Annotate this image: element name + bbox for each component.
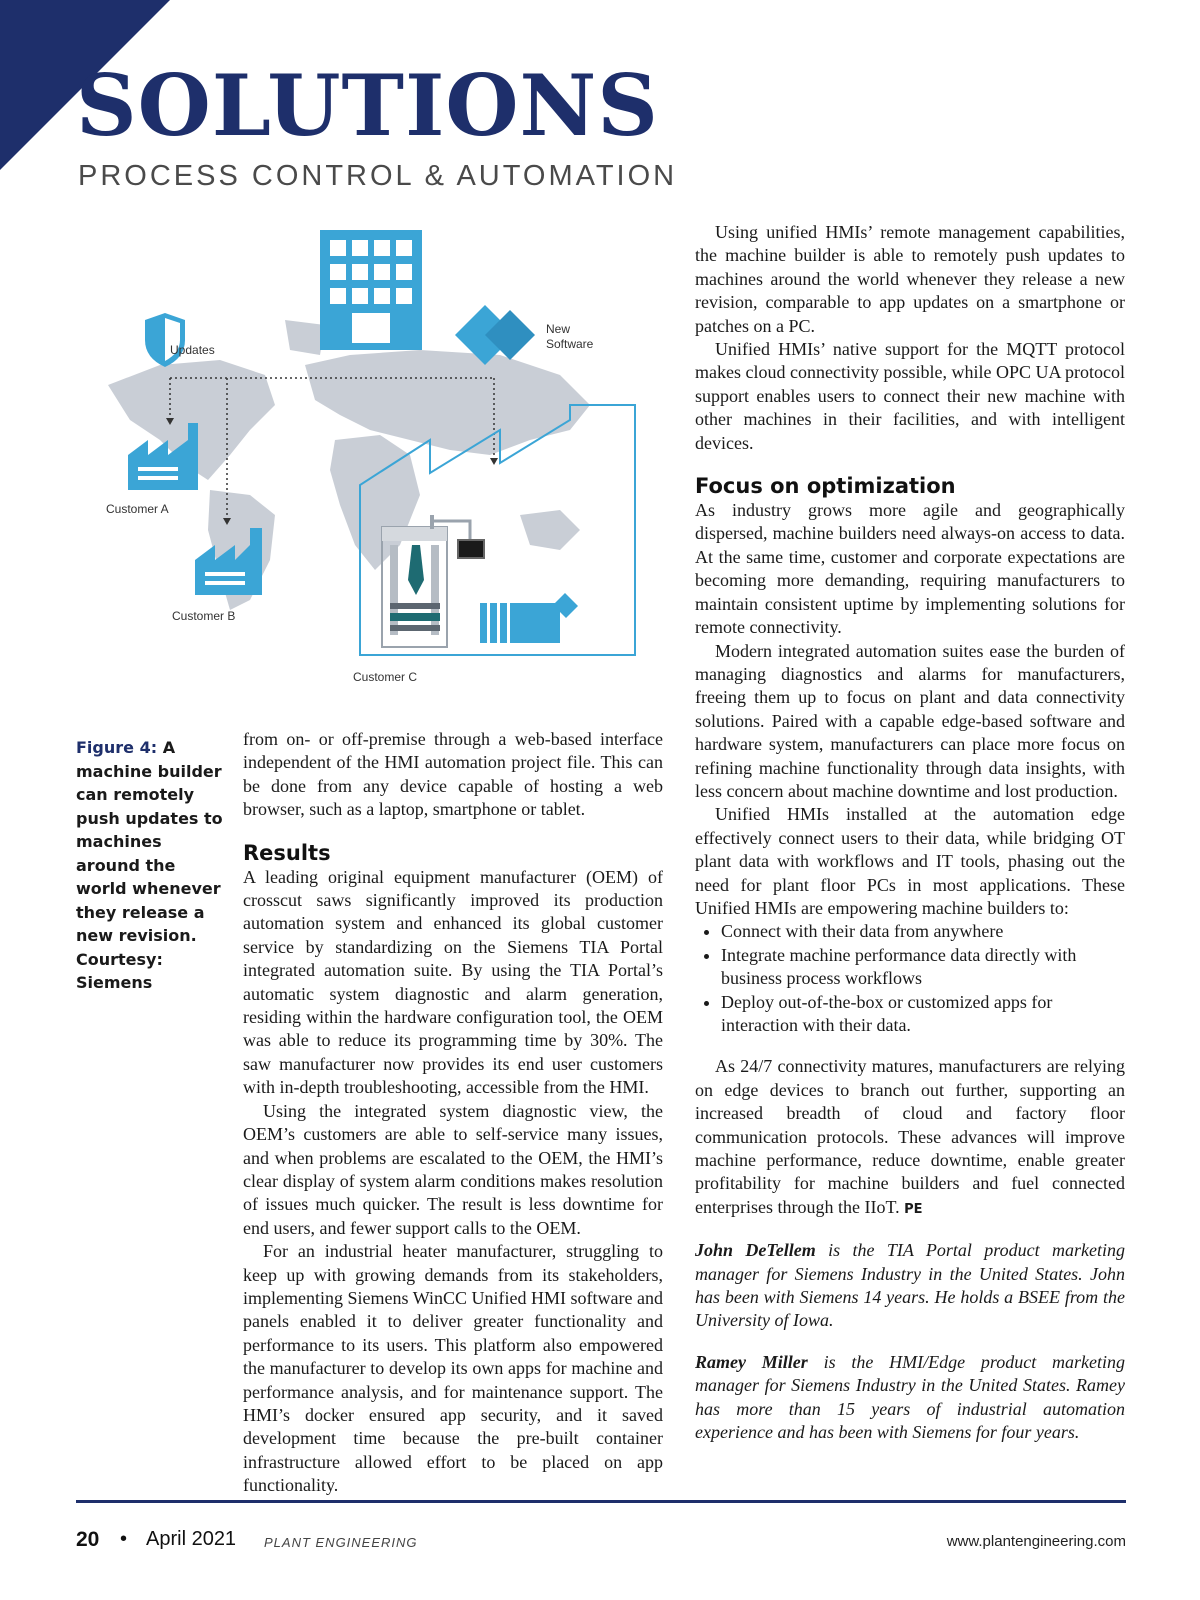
author-name-2: Ramey Miller (695, 1351, 808, 1372)
label-customer-c: Customer C (353, 670, 418, 684)
label-customer-a: Customer A (106, 502, 169, 516)
figure-caption (76, 736, 226, 995)
machine-icon (382, 515, 484, 647)
footer-bullet: • (120, 1528, 128, 1550)
column-right (695, 221, 1125, 1445)
footer-rule (76, 1500, 1126, 1503)
label-new: New (546, 322, 571, 336)
list-item: • Deploy out-of-the-box or customized apps for interaction with their data. (721, 991, 1125, 1038)
label-software: Software (546, 337, 594, 351)
mid-paragraph-3: Using the integrated system diagnostic view, the OEM’s customers are able to self-service many issues, and when problems are escalated to the OEM, the HMI’s clear display of system alarm conditions makes resolution of issues much quicker. The result is less downtime for end users, and fewer support calls to the OEM. (243, 1100, 663, 1238)
bullet-list (695, 920, 1125, 1037)
right-paragraph-1: Using unified HMIs’ remote management capabilities, the machine builder is able to remotely push updates to machines around the world whenever they release a new revision, comparable to app updates on a smartphone or patches on a PC. (695, 222, 1125, 336)
building-icon (320, 230, 422, 350)
caption-text: A machine builder can remotely push updates to machines around the world whenever they release a new revision. Courtesy: Siemens (76, 738, 223, 992)
caption-label: Figure 4: (76, 738, 158, 757)
mid-paragraph-4: For an industrial heater manufacturer, struggling to keep up with growing demands from its stakeholders, implementing Siemens WinCC Unified HMI software and panels enabled it to deliver greater functionality and performance to its users. This platform also empowered the manufacturer to develop its own apps for machine and performance analysis, and for maintenance support. The HMI’s docker ensured app security, and it saved development time because the pre-built container infrastructure allowed effort to be placed on app functionality. (243, 1241, 663, 1496)
page-number: 20 (76, 1528, 100, 1551)
author-bio-2 (695, 1351, 1125, 1445)
issue-date: April 2021 (146, 1528, 237, 1550)
magazine-name: PLANT ENGINEERING (264, 1535, 418, 1550)
right-paragraph-3: As industry grows more agile and geographically dispersed, machine builders need always-on access to data. At the same time, customer and corporate expectations are becoming more demanding, requiring manufacturers to maintain consistent uptime by implementing solutions for remote connectivity. (695, 500, 1125, 638)
author-name-1: John DeTellem (695, 1240, 816, 1261)
label-customer-b: Customer B (172, 609, 236, 623)
pe-end-mark: PE (904, 1201, 923, 1217)
section-subtitle: PROCESS CONTROL & AUTOMATION (78, 160, 678, 192)
author-text-2: is the HMI/Edge product marketing manager for Siemens Industry in the United States. Ramey has more than 15 years of industrial automation experience and has been with Siemens for four years. (695, 1351, 1125, 1443)
website-url: www.plantengineering.com (946, 1533, 1126, 1550)
column-middle (243, 728, 663, 1498)
shield-icon (145, 313, 185, 367)
right-paragraph-5: Unified HMIs installed at the automation edge effectively connect users to their data, while bridging OT plant data with workflows and IT tools, phasing out the need for plant floor PCs in most applications. These Unified HMIs are empowering machine builders to: (695, 804, 1125, 918)
closing-text: As 24/7 connectivity matures, manufacturers are relying on edge devices to branch out further, supporting an increased breadth of cloud and factory floor communication protocols. These advances will improve machine performance, reduce downtime, enable greater profitability for machine builders and fuel connected enterprises through the IIoT. (695, 1056, 1125, 1217)
author-text-1: is the TIA Portal product marketing manager for Siemens Industry in the United States. John has been with Siemens 14 years. He holds a BSEE from the University of Iowa. (695, 1240, 1125, 1331)
section-title: SOLUTIONS (76, 56, 659, 155)
right-paragraph-4: Modern integrated automation suites ease the burden of managing diagnostics and alarms for manufacturers, freeing them up to focus on plant and data connectivity solutions. Paired with a capable edge-based software and hardware system, manufacturers can place more focus on refining machine functionality through data insights, with less concern about machine downtime and lost production. (695, 640, 1125, 801)
conveyor-icon (480, 593, 578, 643)
author-bio-1 (695, 1239, 1125, 1333)
heading-results: Results (243, 840, 331, 865)
heading-focus: Focus on optimization (695, 474, 956, 499)
mid-paragraph-1: from on- or off-premise through a web-based interface independent of the HMI automation project file. This can be done from any device capable of hosting a web browser, such as a laptop, smartphone or tablet. (243, 729, 663, 820)
right-paragraph-2: Unified HMIs’ native support for the MQTT protocol makes cloud connectivity possible, while OPC UA protocol support enables users to connect their new machine with other machines in their facilities, and with intelligent devices. (695, 339, 1125, 453)
list-item: • Connect with their data from anywhere (721, 920, 1125, 943)
right-paragraph-6 (695, 1055, 1125, 1221)
label-updates: Updates (170, 343, 215, 357)
figure-illustration (90, 215, 670, 715)
mid-paragraph-2: A leading original equipment manufacturer (OEM) of crosscut saws significantly improved its production automation system and enhanced its global customer service by standardizing on the Siemens TIA Portal integrated automation suite. By using the TIA Portal’s automatic system diagnostic and alarm generation, residing within the hardware configuration tool, the OEM was able to reduce its programming time by 30%. The saw manufacturer now provides its end user customers with in-depth troubleshooting, accessible from the HMI. (243, 866, 663, 1098)
list-item: • Integrate machine performance data directly with business process workflows (721, 944, 1125, 991)
